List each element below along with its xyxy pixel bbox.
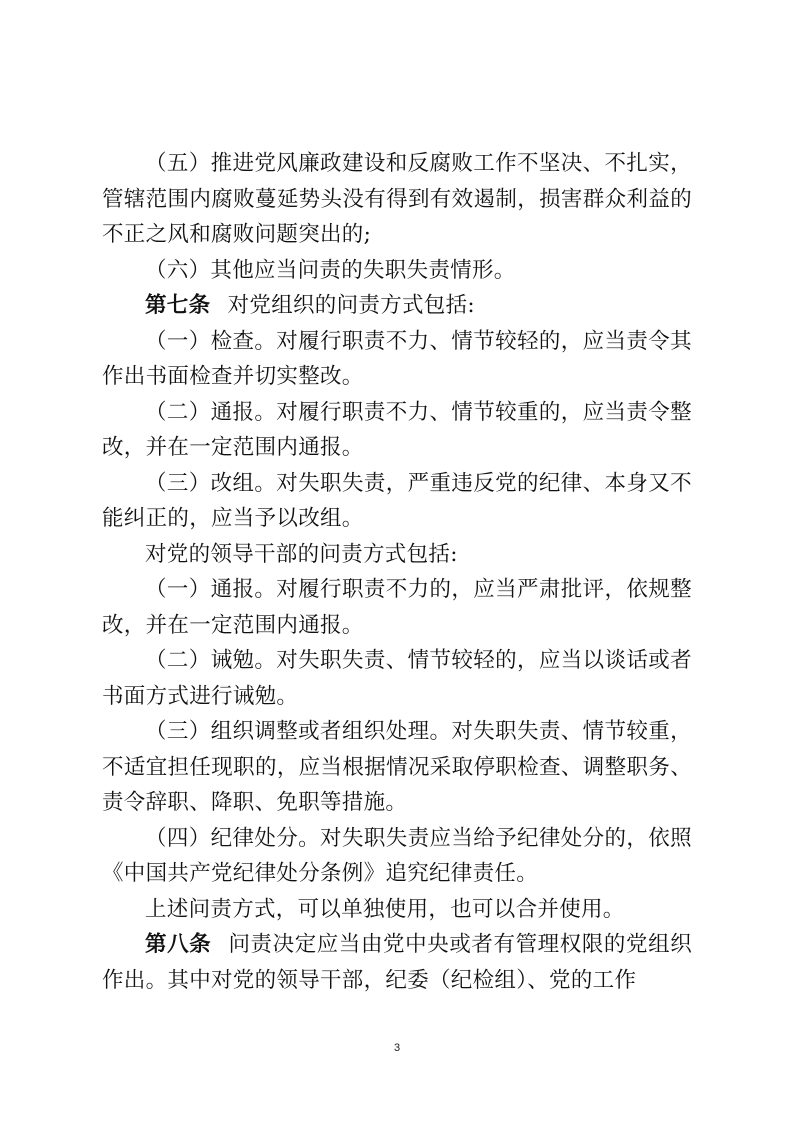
- article-heading: 第七条: [145, 293, 211, 318]
- paragraph-text: （二）通报。对履行职责不力、情节较重的，应当责令整改，并在一定范围内通报。: [102, 399, 692, 460]
- article-heading: 第八条: [145, 932, 212, 957]
- combined-use-note: [102, 892, 692, 928]
- paragraph-text: 对党的领导干部的问责方式包括:: [145, 541, 458, 567]
- article-7: [102, 288, 692, 324]
- paragraph-text: 对党组织的问责方式包括:: [227, 293, 475, 318]
- leader-accountability-item-2: [102, 643, 692, 714]
- paragraph-text: （五）推进党风廉政建设和反腐败工作不坚决、不扎实，管辖范围内腐败蔓延势头没有得到有效遏制，损害群众利益的不正之风和腐败问题突出的;: [102, 151, 692, 247]
- article-8: [102, 927, 692, 998]
- paragraph-text: （三）组织调整或者组织处理。对失职失责、情节较重，不适宜担任现职的，应当根据情况采取停职检查、调整职务、责令辞职、降职、免职等措施。: [102, 719, 692, 815]
- paragraph-text: （一）检查。对履行职责不力、情节较轻的，应当责令其作出书面检查并切实整改。: [102, 328, 692, 389]
- paragraph-text: （三）改组。对失职失责，严重违反党的纪律、本身又不能纠正的，应当予以改组。: [102, 470, 692, 531]
- org-accountability-item-1: [102, 324, 692, 395]
- paragraph-item-5: [102, 146, 692, 253]
- paragraph-text: （二）诫勉。对失职失责、情节较轻的，应当以谈话或者书面方式进行诫勉。: [102, 648, 692, 709]
- paragraph-text: （四）纪律处分。对失职失责应当给予纪律处分的，依照《中国共产党纪律处分条例》追究纪律责任。: [102, 825, 692, 886]
- paragraph-text: 上述问责方式，可以单独使用，也可以合并使用。: [145, 896, 625, 922]
- org-accountability-item-3: [102, 466, 692, 537]
- leader-accountability-intro: [102, 537, 692, 573]
- paragraph-text: （一）通报。对履行职责不力的，应当严肃批评，依规整改，并在一定范围内通报。: [102, 577, 692, 638]
- paragraph-text: 问责决定应当由党中央或者有管理权限的党组织作出。其中对党的领导干部，纪委（纪检组）、党的工作: [102, 932, 692, 993]
- paragraph-text: （六）其他应当问责的失职失责情形。: [145, 257, 516, 283]
- page-number: 3: [393, 1042, 401, 1054]
- org-accountability-item-2: [102, 395, 692, 466]
- leader-accountability-item-4: [102, 821, 692, 892]
- leader-accountability-item-1: [102, 572, 692, 643]
- paragraph-item-6: [102, 253, 692, 289]
- leader-accountability-item-3: [102, 714, 692, 821]
- document-body: [102, 146, 692, 998]
